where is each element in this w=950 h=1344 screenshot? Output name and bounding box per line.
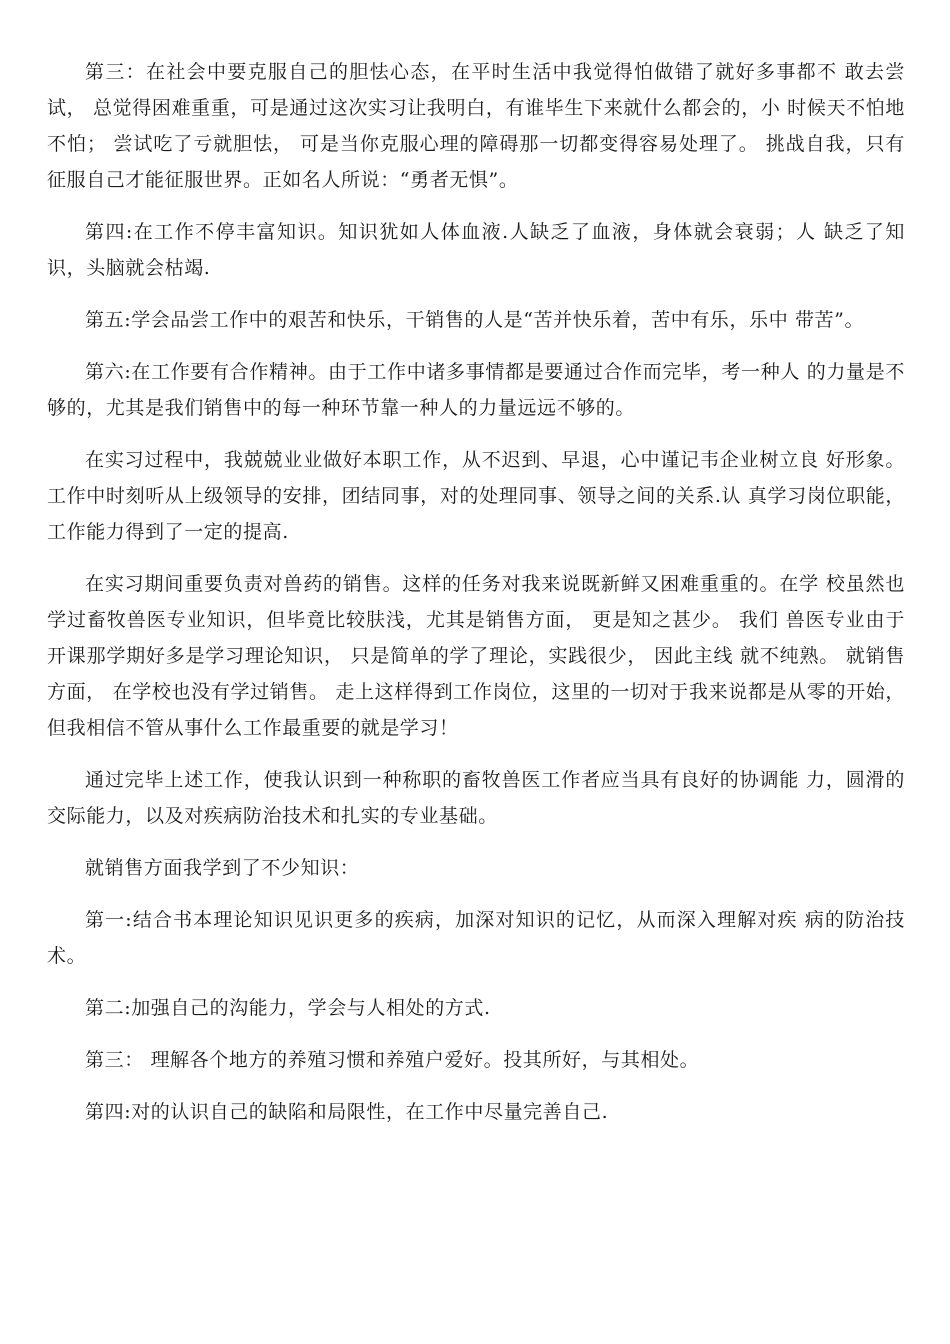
- paragraph-4: 第六:在工作要有合作精神。由于工作中诸多事情都是要通过合作而完毕，考一种人 的力量是不够的，尤其是我们销售中的每一种环节靠一种人的力量远远不够的。: [47, 361, 905, 419]
- paragraph-7: 通过完毕上述工作，使我认识到一种称职的畜牧兽医工作者应当具有良好的协调能 力，圆滑的交际能力，以及对疾病防治技术和扎实的专业基础。: [47, 769, 905, 827]
- paragraph-3: 第五:学会品尝工作中的艰苦和快乐，干销售的人是“苦并快乐着，苦中有乐，乐中 带苦”。: [85, 309, 865, 331]
- paragraph-11: 第三： 理解各个地方的养殖习惯和养殖户爱好。投其所好，与其相处。: [85, 1049, 700, 1071]
- paragraph-1: 第三：在社会中要克服自己的胆怯心态，在平时生活中我觉得怕做错了就好多事都不 敢去尝试， 总觉得困难重重，可是通过这次实习让我明白，有谁毕生下来就什么都会的，小 时候天不怕地不怕； 尝试吃了亏就胆怯， 可是当你克服心理的障碍那一切都变得容易处理了。 挑战自我，只有征服自己才能征服世界。正如名人所说：“勇者无惧”。: [47, 61, 905, 191]
- paragraph-5: 在实习过程中，我兢兢业业做好本职工作，从不迟到、早退，心中谨记韦企业树立良 好形象。工作中时刻听从上级领导的安排，团结同事，对的处理同事、领导之间的关系.认 真学习岗位职能，工作能力得到了一定的提高.: [47, 449, 905, 543]
- paragraph-8: 就销售方面我学到了不少知识：: [85, 857, 360, 879]
- paragraph-12: 第四:对的认识自己的缺陷和局限性，在工作中尽量完善自己.: [85, 1101, 609, 1123]
- paragraph-10: 第二:加强自己的沟能力，学会与人相处的方式.: [85, 997, 491, 1019]
- paragraph-2: 第四:在工作不停丰富知识。知识犹如人体血液.人缺乏了血液，身体就会衰弱；人 缺乏了知识，头脑就会枯竭.: [47, 221, 905, 279]
- paragraph-9: 第一:结合书本理论知识见识更多的疾病，加深对知识的记忆，从而深入理解对疾 病的防治技术。: [47, 909, 905, 967]
- document-body: [47, 54, 905, 1146]
- paragraph-6: 在实习期间重要负责对兽药的销售。这样的任务对我来说既新鲜又困难重重的。在学 校虽然也学过畜牧兽医专业知识，但毕竟比较肤浅，尤其是销售方面， 更是知之甚少。 我们 兽医专业由于开课那学期好多是学习理论知识， 只是简单的学了理论，实践很少， 因此主线 就不纯熟。 就销售方面， 在学校也没有学过销售。 走上这样得到工作岗位，这里的一切对于我来说都是从零的开始，但我相信不管从事什么工作最重要的就是学习！: [47, 573, 905, 739]
